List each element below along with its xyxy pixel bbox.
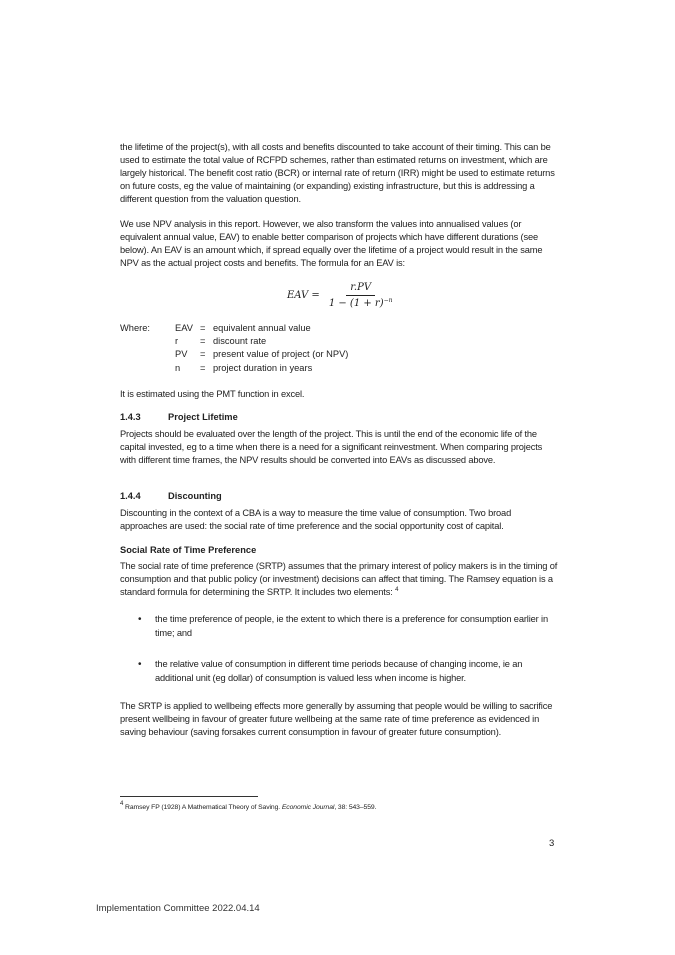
- formula-definitions: [120, 322, 348, 375]
- paragraph-discounting: Discounting in the context of a CBA is a way to measure the time value of consumption. Two broad approaches are used: the social rate of time preference and the social opportunity cost of capital.: [120, 508, 512, 531]
- section-heading-project-lifetime: [120, 412, 238, 422]
- footnote: [120, 801, 377, 811]
- bullet-item: [120, 613, 558, 640]
- bullet-marker: •: [138, 614, 142, 625]
- footnote-journal: Economic Journal: [281, 804, 335, 811]
- paragraph-srtp: [120, 560, 558, 599]
- subheading-srtp: Social Rate of Time Preference: [120, 545, 257, 555]
- section-number: 1.4.4: [120, 491, 141, 501]
- page-number: 3: [549, 838, 555, 849]
- definitions-lead: Where:: [120, 323, 150, 333]
- bullet-text: the time preference of people, ie the extent to which there is a preference for consumption earlier in time; and: [155, 614, 548, 638]
- definition-description: discount rate: [213, 336, 267, 347]
- footnote-citation: , 38: 543–559.: [334, 804, 377, 811]
- definition-symbol: PV: [175, 349, 188, 360]
- definition-row: [120, 335, 348, 348]
- paragraph-srtp-wellbeing: The SRTP is applied to wellbeing effects more generally by assuming that people would be willing to sacrifice present wellbeing in favour of greater future wellbeing at the same rate of time preference as evidenced in saving behaviour (saving forsakes current consumption in favour of greater future consumption).: [120, 701, 553, 737]
- section-heading-discounting: [120, 491, 222, 501]
- section-title: Project Lifetime: [168, 412, 238, 422]
- definition-description: equivalent annual value: [213, 323, 311, 333]
- paragraph-pmt: It is estimated using the PMT function in excel.: [120, 389, 305, 399]
- bullet-text: the relative value of consumption in different time periods because of changing income, ie an additional unit (eg dollar) of consumption is valued less when income is higher.: [155, 659, 523, 683]
- section-number: 1.4.3: [120, 412, 141, 422]
- definition-description: project duration in years: [213, 362, 313, 373]
- formula-lhs: EAV =: [287, 290, 320, 301]
- definition-equals: =: [200, 362, 206, 373]
- footnote-ref: 4: [395, 586, 399, 593]
- definition-description: present value of project (or NPV): [213, 349, 349, 360]
- footnote-separator: [120, 796, 258, 797]
- bullet-item: [120, 658, 558, 685]
- definition-equals: =: [200, 349, 206, 360]
- paragraph-project-lifetime: Projects should be evaluated over the length of the project. This is until the end of the economic life of the capital invested, eg to a time when there is a need for a significant reinvestment. When comparing projects with different time frames, the NPV results should be converted into EAVs as discussed above.: [120, 429, 543, 465]
- definition-symbol: r: [175, 336, 179, 347]
- formula-denominator-base: 1 − (1 + r): [328, 298, 384, 309]
- definition-equals: =: [200, 336, 206, 347]
- formula-numerator: r.PV: [346, 282, 375, 296]
- section-title: Discounting: [168, 491, 222, 501]
- formula-exponent: −n: [383, 297, 393, 304]
- page-footer: Implementation Committee 2022.04.14: [96, 903, 260, 914]
- definition-symbol: n: [175, 362, 181, 373]
- footnote-text: Ramsey FP (1928) A Mathematical Theory of Saving.: [125, 804, 281, 811]
- formula-fraction: [325, 282, 397, 309]
- definition-equals: =: [200, 323, 206, 333]
- definition-symbol: EAV: [175, 323, 193, 333]
- paragraph-srtp-text: The social rate of time preference (SRTP) assumes that the primary interest of policy makers is in the timing of consumption and that public policy (or investment) decisions can affect that timing. The Ramsey equation is a standard formula for determining the SRTP. It includes two elements:: [120, 561, 558, 597]
- footnote-number: 4: [120, 801, 124, 807]
- paragraph-eav: We use NPV analysis in this report. However, we also transform the values into annualised values (or equivalent annual value, EAV) to enable better comparison of projects which have different durations (see below). An EAV is an amount which, if spread equally over the lifetime of a project would result in the same NPV as the actual project costs and benefits. The formula for an EAV is:: [120, 219, 543, 268]
- formula-denominator: [325, 296, 397, 309]
- definition-row: [120, 362, 348, 375]
- definition-row: [120, 322, 348, 335]
- definition-row: [120, 348, 348, 361]
- eav-formula: [287, 282, 397, 309]
- paragraph-npv-lifetime: the lifetime of the project(s), with all costs and benefits discounted to take account of their timing. This can be used to estimate the total value of RCFPD schemes, rather than estimated returns on investment, which are largely historical. The benefit cost ratio (BCR) or internal rate of return (IRR) might be used to estimate returns on future costs, eg the value of maintaining (or expanding) existing infrastructure, but this is addressing a different question from the valuation question.: [120, 142, 555, 204]
- bullet-marker: •: [138, 659, 142, 670]
